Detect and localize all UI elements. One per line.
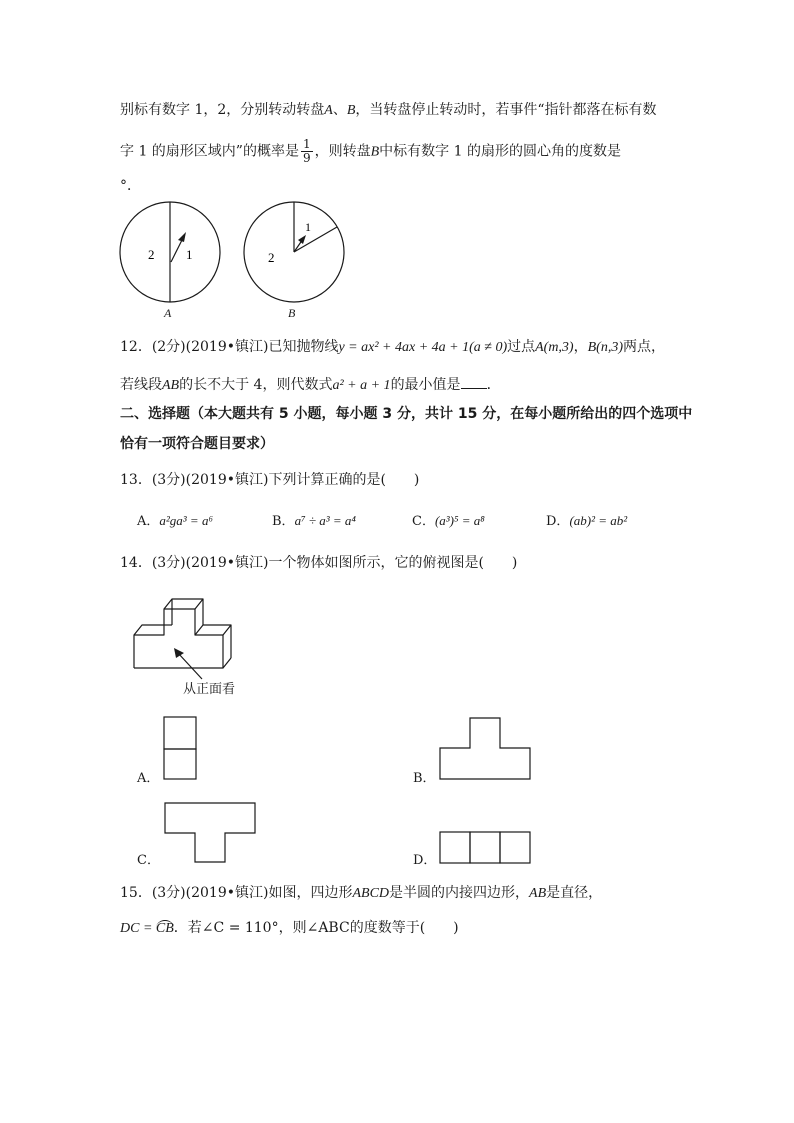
spinner-b-number-1: 1 xyxy=(305,220,311,234)
q14-option-d-figure xyxy=(438,830,538,870)
section-heading-line2: 恰有一项符合题目要求） xyxy=(120,436,274,452)
q14-stem: 14．(3分)(2019•镇江)一个物体如图所示，它的俯视图是( ) xyxy=(120,555,518,571)
arc-cb: CB xyxy=(155,921,174,936)
view-direction-arrow-icon xyxy=(178,653,202,679)
spinner-b-label: B xyxy=(288,306,296,320)
q12-line1: 12．(2分)(2019•镇江)已知抛物线y = ax² + 4ax + 4a + 1(a ≠ 0)过点A(m,3)，B(n,3)两点， xyxy=(120,339,665,355)
q13-option-a: A．a²ga³ = a⁶ xyxy=(137,513,213,529)
q11-line2: 字 1 的扇形区域内”的概率是 $\frac{1}{9}$ ，则转盘B中标有数字 1 的扇形的圆心角的度数是 xyxy=(120,137,621,165)
q13-option-d: D．(ab)² = ab² xyxy=(546,513,628,529)
spinner-b xyxy=(244,202,344,302)
q14-option-b-label: B． xyxy=(413,771,436,786)
spinner-a xyxy=(120,202,220,302)
q11-line1: 别标有数字 1，2，分别转动转盘A、B，当转盘停止转动时，若事件“指针都落在标有数 xyxy=(120,102,657,118)
q14-option-c-figure xyxy=(163,800,263,870)
q11-line3: °． xyxy=(120,178,141,194)
q15-line1: 15．(3分)(2019•镇江)如图，四边形ABCD是半圆的内接四边形，AB是直径， xyxy=(120,885,603,901)
spinner-diagrams xyxy=(118,200,358,320)
q13-option-c: C．(a³)⁵ = a⁸ xyxy=(412,513,485,529)
spinner-a-label: A xyxy=(164,306,172,320)
q14-option-b-figure xyxy=(438,715,538,785)
q14-solid-figure xyxy=(118,593,248,693)
spinner-a-number-1: 1 xyxy=(186,247,193,262)
disk-b-ref: B xyxy=(346,103,356,118)
q14-option-c-label: C． xyxy=(137,853,160,868)
answer-blank xyxy=(461,374,487,389)
q15-line2: DC = CB．若∠C = 110°，则∠ABC的度数等于( ) xyxy=(120,920,459,936)
probability-fraction: $\frac{1}{9}$ xyxy=(302,137,311,165)
q13-option-b: B．a⁷ ÷ a³ = a⁴ xyxy=(272,513,356,529)
disk-a-ref: A xyxy=(324,103,333,118)
front-view-label: 从正面看 xyxy=(183,682,236,697)
q13-stem: 13．(3分)(2019•镇江)下列计算正确的是( ) xyxy=(120,472,420,488)
q12-line2: 若线段AB的长不大于 4，则代数式a² + a + 1的最小值是 ． xyxy=(120,374,501,396)
q14-option-d-label: D． xyxy=(413,853,437,868)
q14-option-a-figure xyxy=(163,715,203,785)
spinner-a-number-2: 2 xyxy=(148,247,155,262)
section-heading-line1: 二、选择题（本大题共有 5 小题，每小题 3 分，共计 15 分，在每小题所给出的四个选项中 xyxy=(120,406,693,422)
q14-option-a-label: A． xyxy=(137,771,160,786)
spinner-b-number-2: 2 xyxy=(268,250,275,265)
parabola-equation: y = ax² + 4ax + 4a + 1(a ≠ 0) xyxy=(338,340,508,355)
